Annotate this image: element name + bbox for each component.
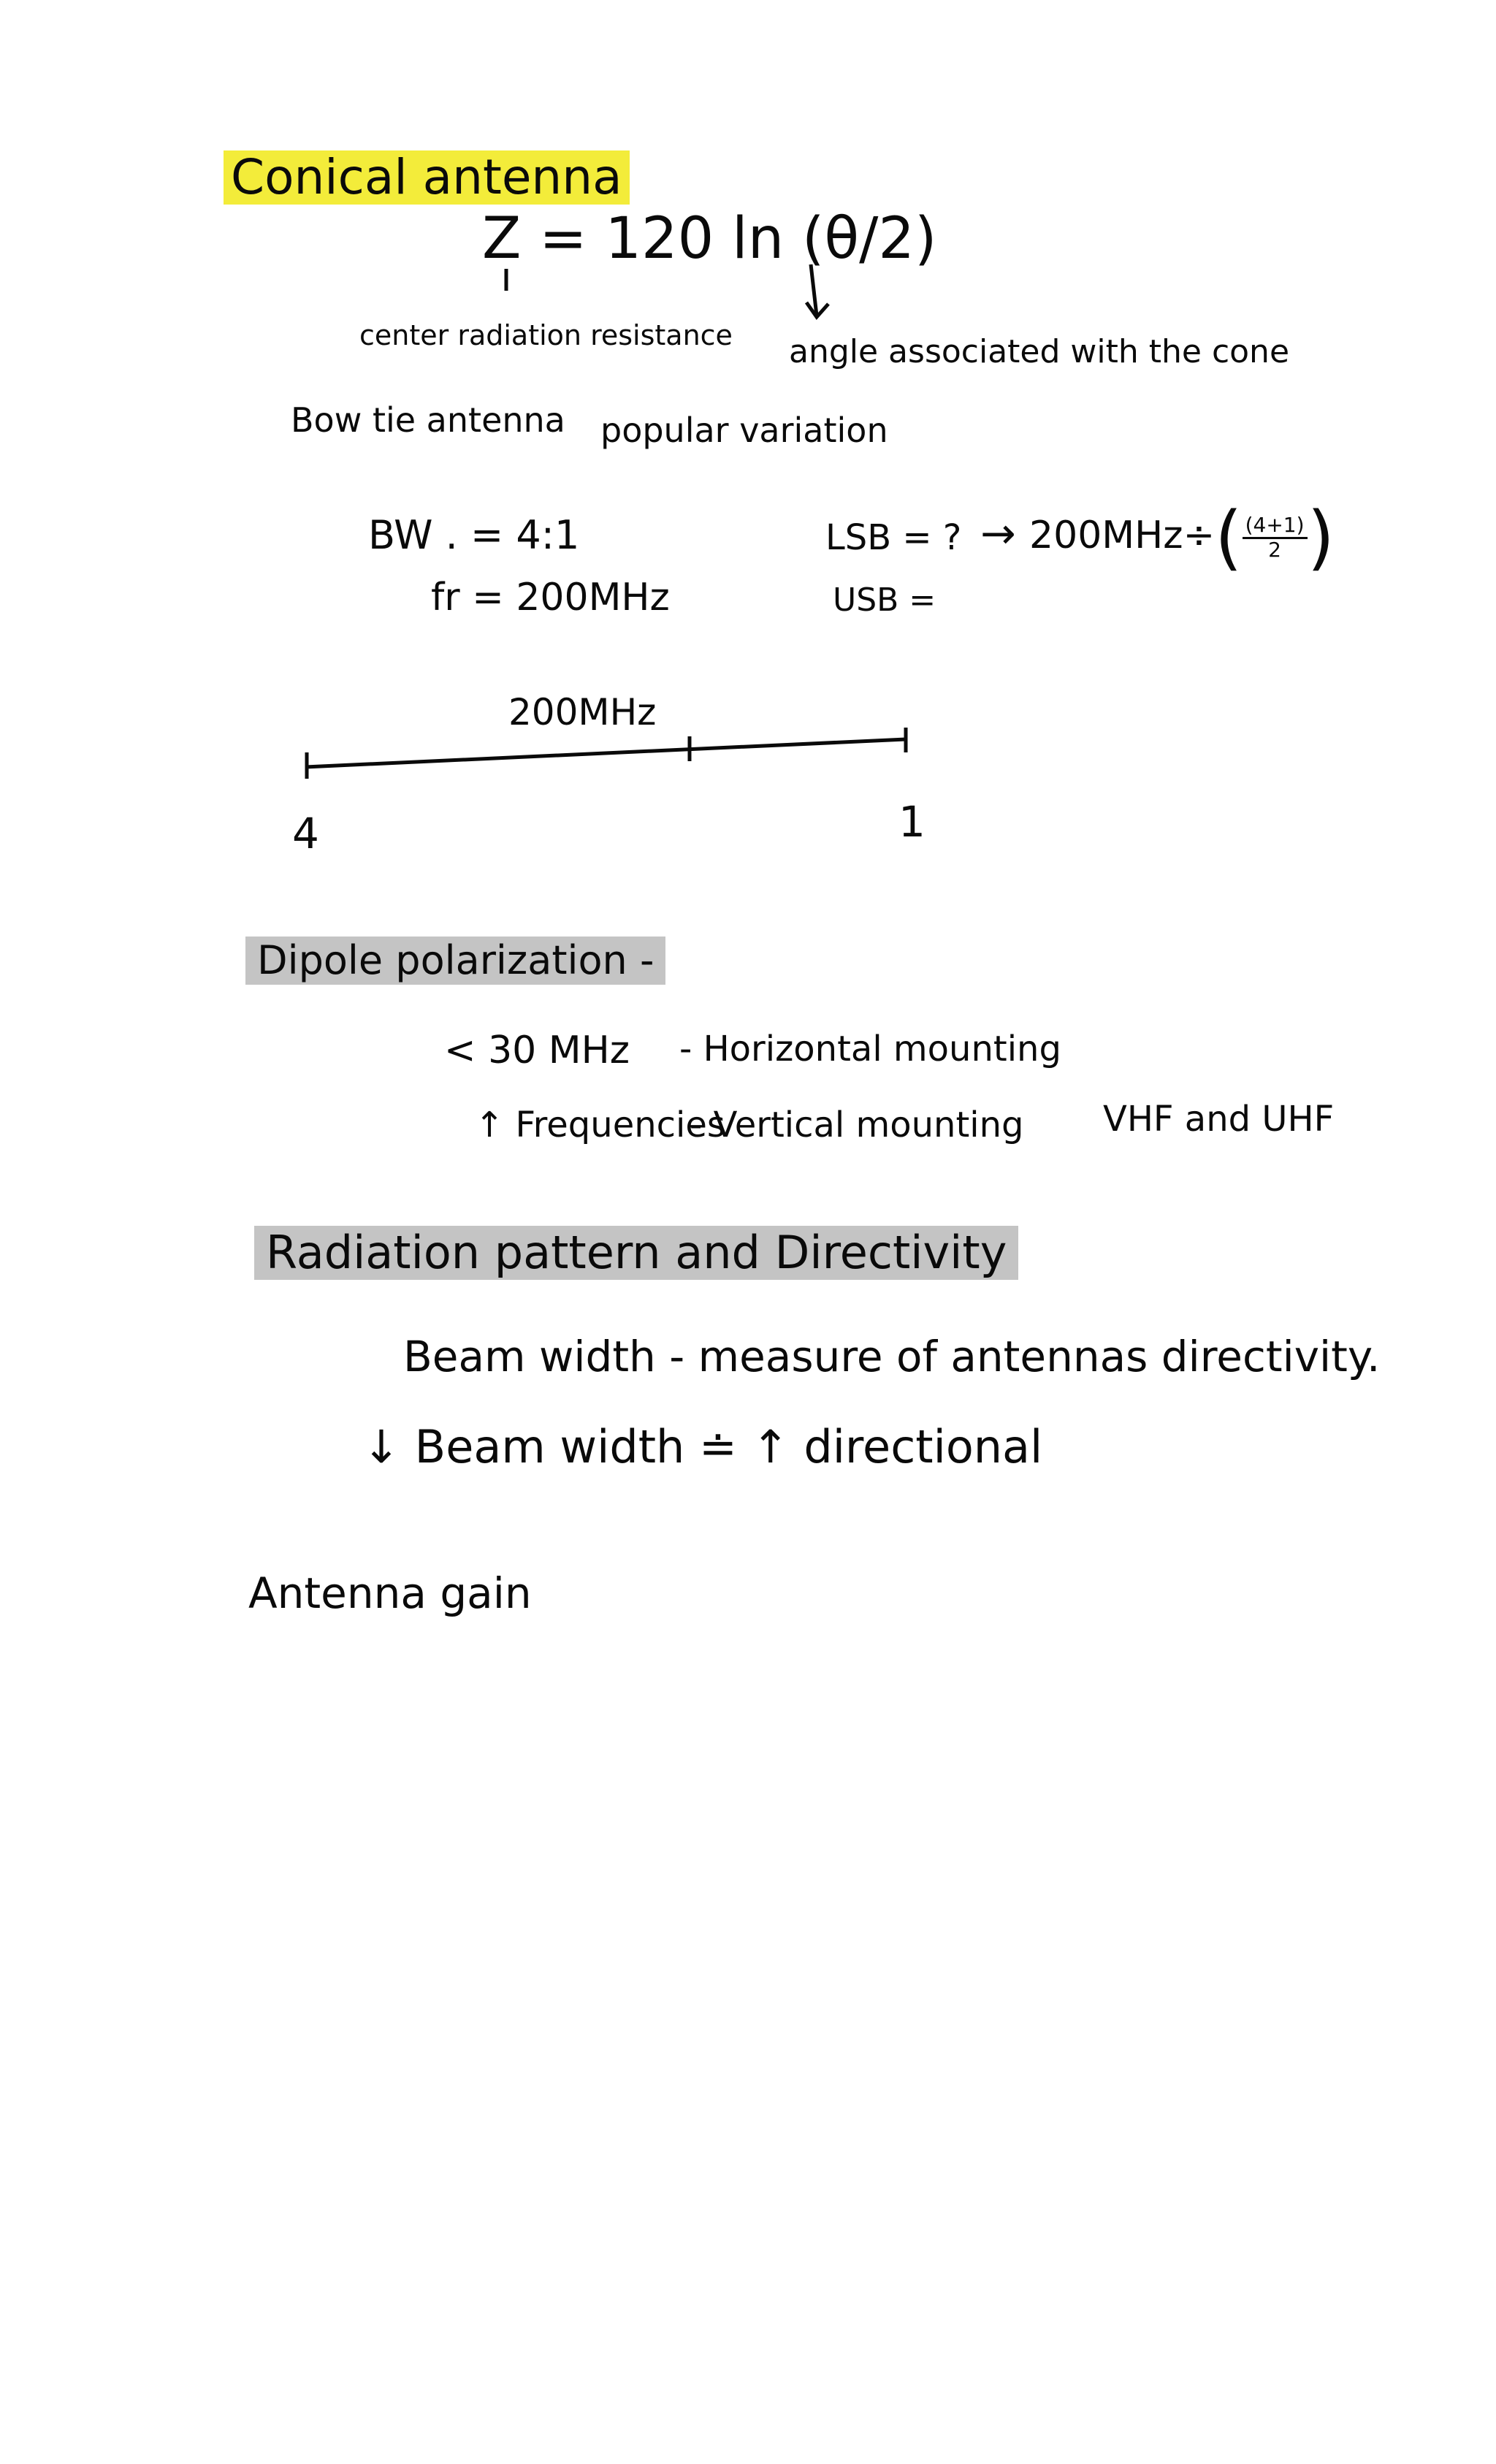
formula-theta-arrowhead — [806, 302, 828, 317]
bow-tie-note: popular variation — [600, 411, 888, 450]
usb-value: USB = — [833, 581, 936, 619]
dipole-band-note: VHF and UHF — [1103, 1099, 1335, 1140]
beam-width-definition: Beam width - measure of antennas directivity. — [403, 1332, 1381, 1381]
frequency-number-line — [305, 739, 906, 767]
dipole-high-frequencies: ↑ Frequencies — [475, 1105, 725, 1145]
calc-prefix: 200MHz — [1029, 514, 1183, 557]
calc-denominator: 2 — [1268, 537, 1281, 562]
beam-width-relation: ↓ Beam width ≐ ↑ directional — [362, 1420, 1043, 1473]
formula-label-resistance: center radiation resistance — [359, 319, 733, 351]
radiation-pattern-heading: Radiation pattern and Directivity — [254, 1226, 1018, 1280]
frequency-line-right-value: 1 — [898, 797, 926, 847]
dipole-low-frequency: < 30 MHz — [444, 1029, 630, 1072]
antenna-gain-heading: Antenna gain — [248, 1568, 532, 1618]
frequency-line-label: 200MHz — [508, 691, 657, 733]
conical-impedance-formula: Z = 120 ln (θ/2) — [482, 206, 937, 272]
bow-tie-antenna-heading: Bow tie antenna — [291, 400, 565, 440]
lsb-calculation: → 200MHz÷( $\frac{(4+1)}{2}$ ) — [980, 497, 1335, 579]
calc-numerator: (4+1) — [1243, 514, 1308, 539]
dipole-vertical-mounting: - Vertical mounting — [690, 1105, 1024, 1145]
formula-label-angle: angle associated with the cone — [789, 333, 1290, 370]
resonant-frequency: fr = 200MHz — [431, 576, 670, 619]
formula-theta-arrow — [811, 264, 817, 316]
dipole-horizontal-mounting: - Horizontal mounting — [679, 1029, 1061, 1069]
frequency-line-left-value: 4 — [292, 809, 319, 858]
calc-fraction — [1243, 514, 1308, 562]
dipole-polarization-heading: Dipole polarization - — [245, 937, 665, 985]
lsb-value: LSB = ? — [825, 517, 962, 558]
conical-antenna-heading: Conical antenna — [224, 150, 630, 205]
bandwidth-ratio: BW . = 4:1 — [368, 512, 580, 558]
